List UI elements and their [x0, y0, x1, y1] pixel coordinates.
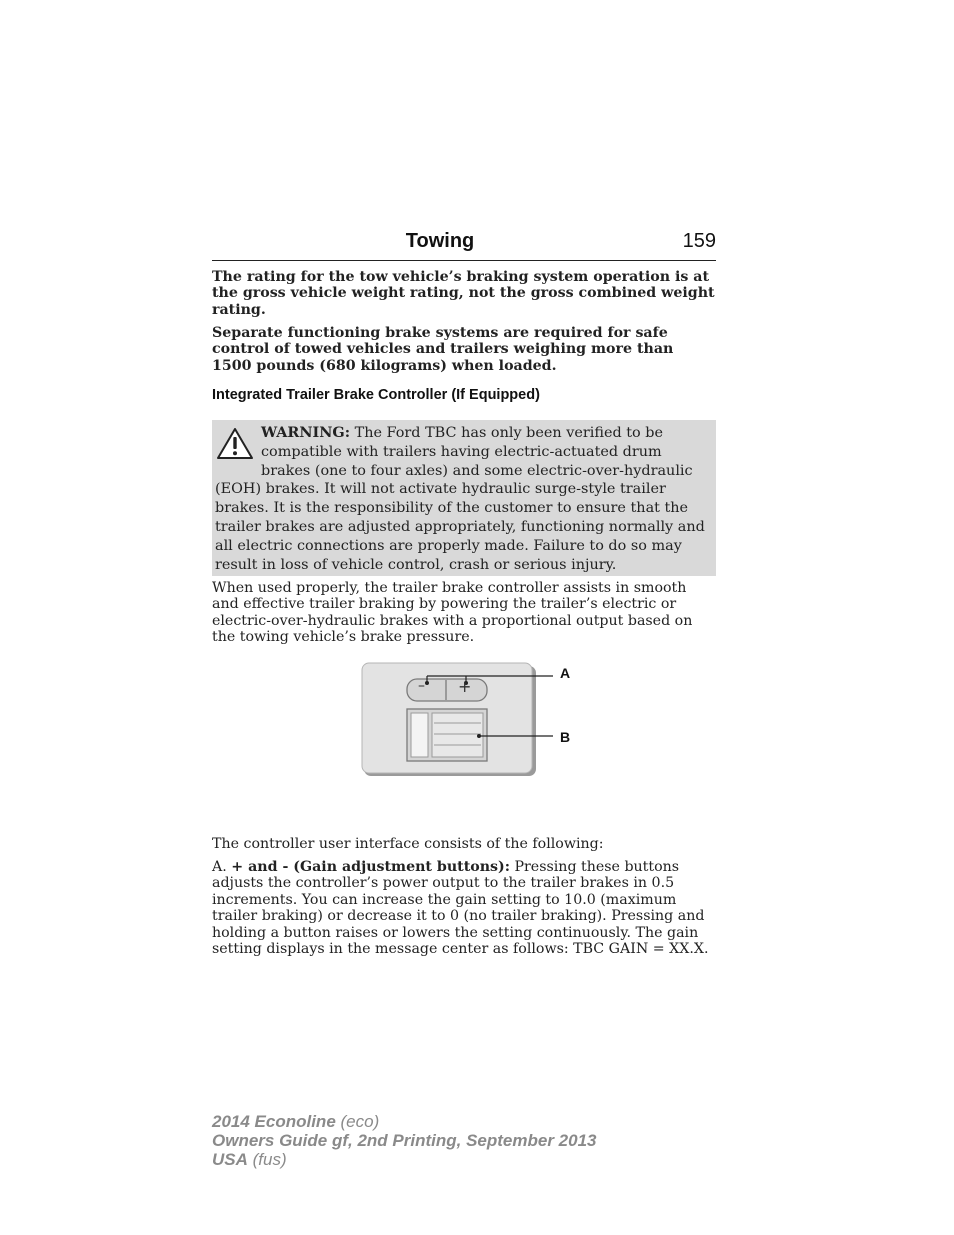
warning-text: The Ford TBC has only been verified to be compatible with trailers having electric-actuated drum brakes (one to four axles) and some electric-over-hydraulic (EOH) brakes. It will not activate hydraulic surge-style trailer brakes. It is the responsibility of the customer to ensure that the trailer brakes are adjusted appropriately, functioning normally and all electric connections are properly made. Failure to do so may result in loss of vehicle control, crash or serious injury.	[215, 425, 705, 573]
item-a-prefix: A.	[212, 859, 232, 875]
interface-intro-paragraph: The controller user interface consists of the following:	[212, 836, 604, 852]
warning-triangle-icon	[215, 426, 255, 462]
minus-button-glyph: –	[418, 678, 425, 694]
braking-rating-paragraph: The rating for the tow vehicle’s braking system operation is at the gross vehicle weight rating, not the gross combined weight rating.	[212, 269, 715, 318]
item-a-text: Pressing these buttons adjusts the controller’s power output to the trailer brakes in 0.5 increments. You can increase the gain setting to 10.0 (maximum trailer braking) or decrease it to 0 (no trailer braking). Pressing and holding a button raises or lowers the setting continuously. The gain setting displays in the message center as follows: TBC GAIN = XX.X.	[212, 859, 709, 958]
separate-brakes-paragraph: Separate functioning brake systems are required for safe control of towed vehicles and trailers weighing more than 1500 pounds (680 kilograms) when loaded.	[212, 325, 674, 374]
footer-line-2: Owners Guide gf, 2nd Printing, September 2013	[212, 1131, 597, 1150]
warning-label: WARNING:	[261, 424, 351, 441]
callout-b-label: B	[560, 729, 571, 745]
controller-illustration	[360, 660, 580, 780]
item-a-label: + and - (Gain adjustment buttons):	[231, 859, 510, 875]
gain-buttons-item	[212, 859, 716, 957]
section-heading: Integrated Trailer Brake Controller (If Equipped)	[212, 387, 540, 403]
warning-box	[212, 420, 716, 576]
page-footer	[212, 1112, 596, 1169]
footer-line-1	[212, 1112, 596, 1131]
footer-model: 2014 Econoline	[212, 1112, 336, 1131]
callout-a-label: A	[560, 665, 571, 681]
controller-description-paragraph: When used properly, the trailer brake controller assists in smooth and effective trailer braking by powering the trailer’s electric or electric-over-hydraulic brakes with a proportional output based on the towing vehicle’s brake pressure.	[212, 580, 693, 646]
footer-line-3	[212, 1150, 596, 1169]
chapter-title: Towing	[405, 230, 475, 252]
page-header	[212, 228, 716, 261]
page-number: 159	[682, 230, 716, 252]
footer-market: USA	[212, 1150, 248, 1169]
footer-model-code: (eco)	[335, 1112, 380, 1131]
plus-button-glyph: +	[458, 677, 472, 696]
footer-market-code: (fus)	[247, 1150, 287, 1169]
